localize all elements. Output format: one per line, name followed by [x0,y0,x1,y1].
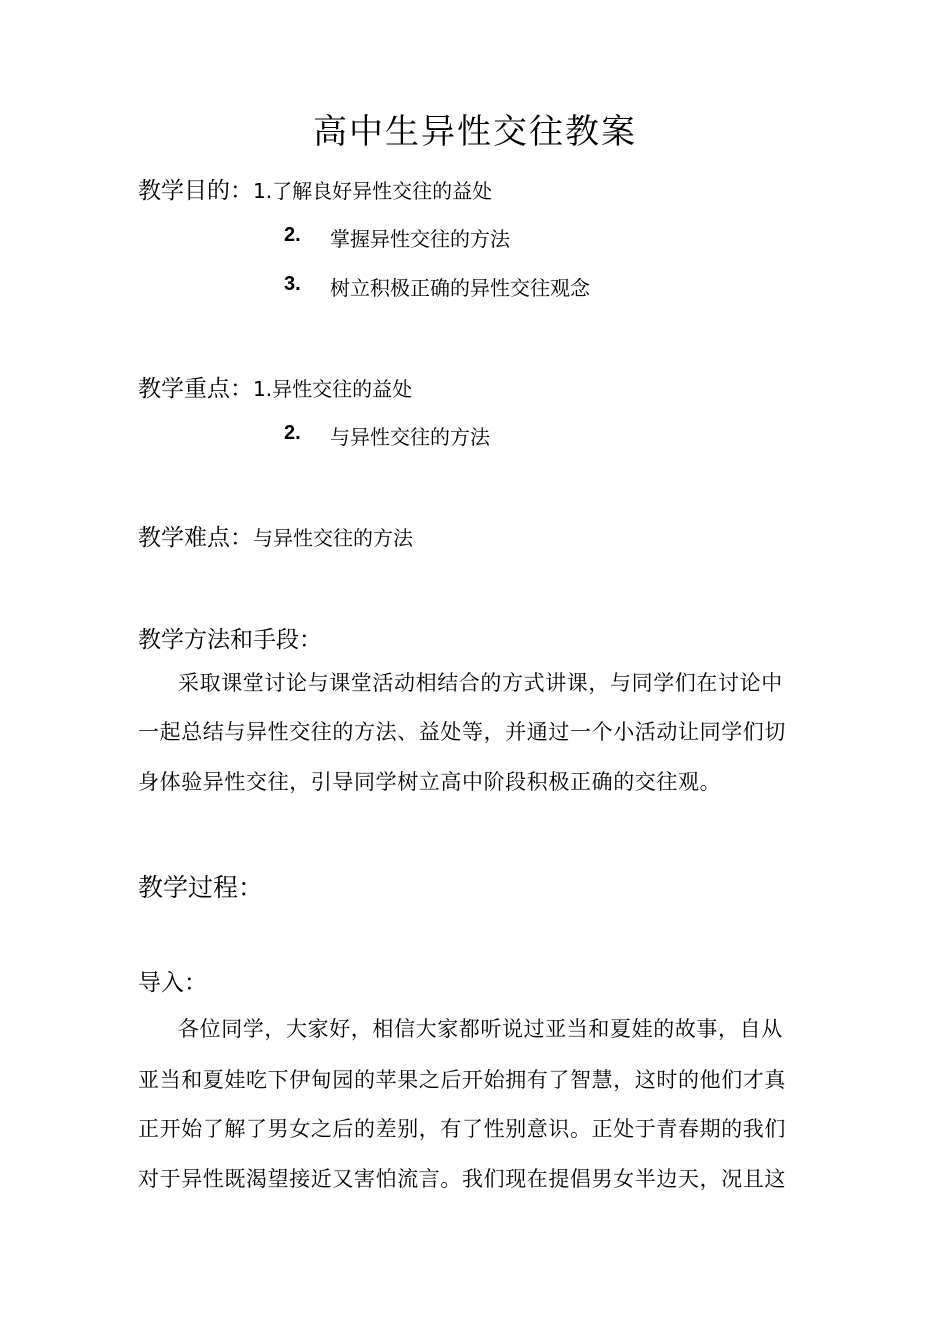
difficulty-row [138,519,413,552]
objectives-row [138,172,492,205]
key-point-item-2: 与异性交往的方法 [330,425,490,449]
key-points-row [138,370,412,403]
key-point-item-1: 1.异性交往的益处 [253,377,413,401]
methods-line-3: 身体验异性交往，引导同学树立高中阶段积极正确的交往观。 [138,770,722,794]
objectives-label: 教学目的： [138,178,253,204]
intro-line-1: 各位同学，大家好，相信大家都听说过亚当和夏娃的故事，自从 [178,1017,783,1041]
methods-line-1: 采取课堂讨论与课堂活动相结合的方式讲课，与同学们在讨论中 [178,671,783,695]
key-points-label: 教学重点： [138,376,253,402]
objective-number-2: 2. [284,224,301,246]
process-heading: 教学过程： [138,873,264,902]
intro-line-2: 亚当和夏娃吃下伊甸园的苹果之后开始拥有了智慧，这时的他们才真 [138,1068,786,1092]
methods-line-2: 一起总结与异性交往的方法、益处等，并通过一个小活动让同学们切 [138,720,786,744]
intro-heading: 导入： [138,970,207,996]
difficulty-label: 教学难点： [138,525,253,551]
intro-line-3: 正开始了解了男女之后的差别，有了性别意识。正处于青春期的我们 [138,1117,786,1141]
objective-item-2: 掌握异性交往的方法 [330,227,510,251]
objective-item-1: 1.了解良好异性交往的益处 [253,179,493,203]
objective-number-3: 3. [284,273,301,295]
key-point-number-2: 2. [284,422,301,444]
intro-line-4: 对于异性既渴望接近又害怕流言。我们现在提倡男女半边天，况且这 [138,1167,786,1191]
methods-heading: 教学方法和手段： [138,627,322,653]
difficulty-text: 与异性交往的方法 [253,526,413,550]
objective-item-3: 树立积极正确的异性交往观念 [330,276,590,300]
document-title: 高中生异性交往教案 [313,112,637,152]
